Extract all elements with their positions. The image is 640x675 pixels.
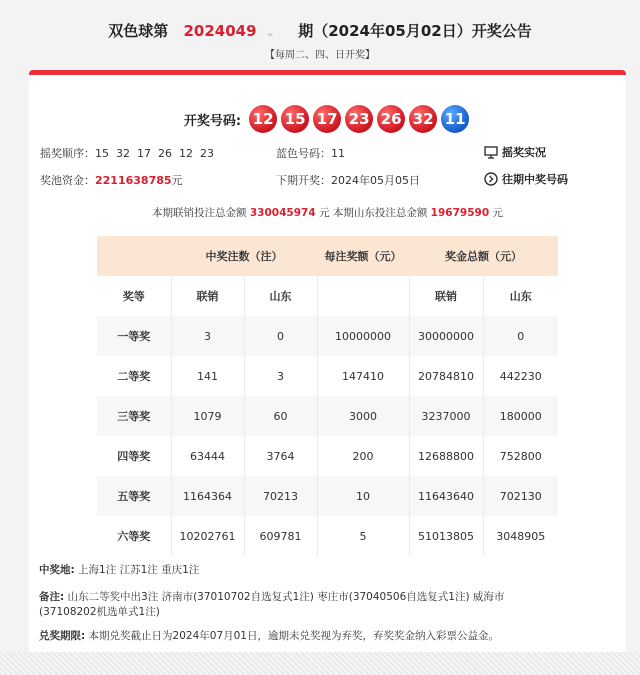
table-subheader-row <box>97 276 558 316</box>
jackpot-label: 奖池资金： <box>40 174 95 187</box>
national-winners: 10202761 <box>171 516 244 556</box>
national-total: 11643640 <box>409 476 483 516</box>
title-suffix: 期（2024年05月02日）开奖公告 <box>298 22 532 40</box>
prize-table <box>97 236 558 556</box>
blue-number <box>276 145 345 161</box>
shandong-winners: 60 <box>244 396 317 436</box>
national-sales-value: 330045974 <box>249 207 316 219</box>
header-shandong: 山东 <box>244 276 317 316</box>
next-draw-value: 2024年05月05日 <box>331 174 420 187</box>
blue-number-value: 11 <box>331 147 345 160</box>
regions-value: 上海1注 江苏1注 重庆1注 <box>78 564 200 576</box>
shandong-total: 0 <box>483 316 558 356</box>
table-row <box>97 516 558 556</box>
prize-level: 一等奖 <box>97 316 171 356</box>
red-ball: 12 <box>249 105 277 133</box>
shandong-total: 180000 <box>483 396 558 436</box>
national-total: 20784810 <box>409 356 483 396</box>
table-header-cell <box>97 236 171 276</box>
table-row <box>97 356 558 396</box>
prize-level: 三等奖 <box>97 396 171 436</box>
jackpot-unit: 元 <box>171 174 183 187</box>
live-draw-link[interactable] <box>484 144 546 160</box>
live-draw-label: 摇奖实况 <box>502 146 546 159</box>
jackpot-pool <box>40 172 183 188</box>
table-row <box>97 396 558 436</box>
table-row <box>97 316 558 356</box>
prize-level: 四等奖 <box>97 436 171 476</box>
page-title <box>0 20 640 41</box>
next-draw <box>276 172 420 188</box>
draw-order-label: 摇奖顺序： <box>40 147 95 160</box>
per-prize: 5 <box>317 516 409 556</box>
sales-summary <box>29 205 626 220</box>
jackpot-value: 2211638785 <box>95 174 172 187</box>
red-ball: 32 <box>409 105 437 133</box>
header-national: 联销 <box>171 276 244 316</box>
page-header <box>0 0 640 70</box>
draw-order <box>40 145 214 161</box>
header-national-total: 联销 <box>409 276 483 316</box>
national-total: 51013805 <box>409 516 483 556</box>
blue-ball: 11 <box>441 105 469 133</box>
shandong-total: 3048905 <box>483 516 558 556</box>
blue-number-label: 蓝色号码： <box>276 147 331 160</box>
header-winners: 中奖注数（注） <box>171 236 317 276</box>
claim-deadline <box>39 629 599 644</box>
shandong-sales-value: 19679590 <box>430 207 490 219</box>
national-winners: 1164364 <box>171 476 244 516</box>
national-total: 3237000 <box>409 396 483 436</box>
prize-level: 二等奖 <box>97 356 171 396</box>
header-total: 奖金总额（元） <box>409 236 558 276</box>
winning-regions <box>39 563 599 578</box>
regions-label: 中奖地: <box>39 564 75 576</box>
per-prize: 200 <box>317 436 409 476</box>
table-header-row <box>97 236 558 276</box>
header-blank <box>317 276 409 316</box>
red-ball: 26 <box>377 105 405 133</box>
shandong-total: 702130 <box>483 476 558 516</box>
table-row <box>97 436 558 476</box>
draw-schedule: 【每周二、四、日开奖】 <box>265 50 375 61</box>
prize-level: 五等奖 <box>97 476 171 516</box>
shandong-winners: 3 <box>244 356 317 396</box>
national-winners: 1079 <box>171 396 244 436</box>
red-ball: 17 <box>313 105 341 133</box>
national-total: 30000000 <box>409 316 483 356</box>
arrow-circle-icon <box>484 172 498 186</box>
sales-text: 元 <box>492 207 503 219</box>
next-draw-label: 下期开奖： <box>276 174 331 187</box>
bottom-fade <box>0 652 640 675</box>
per-prize: 147410 <box>317 356 409 396</box>
table-row <box>97 476 558 516</box>
sales-text: 元 本期山东投注总金额 <box>318 207 428 219</box>
history-link[interactable] <box>484 171 568 187</box>
winning-numbers <box>29 105 626 133</box>
national-winners: 141 <box>171 356 244 396</box>
shandong-winners: 70213 <box>244 476 317 516</box>
shandong-winners: 3764 <box>244 436 317 476</box>
red-ball: 15 <box>281 105 309 133</box>
national-winners: 63444 <box>171 436 244 476</box>
remarks <box>39 590 559 620</box>
header-level: 奖等 <box>97 276 171 316</box>
prize-level: 六等奖 <box>97 516 171 556</box>
national-total: 12688800 <box>409 436 483 476</box>
per-prize: 10000000 <box>317 316 409 356</box>
shandong-total: 442230 <box>483 356 558 396</box>
remarks-label: 备注: <box>39 591 65 603</box>
header-shandong-total: 山东 <box>483 276 558 316</box>
sales-text: 本期联销投注总金额 <box>152 207 247 219</box>
remarks-value: 山东二等奖中出3注 济南市(37010702自选复式1注) 枣庄市(37040506自选复式1注) 威海市(37108202机选单式1注) <box>39 591 505 618</box>
chevron-down-icon[interactable]: ⌄ <box>265 26 276 39</box>
monitor-icon <box>484 146 498 159</box>
winning-numbers-label: 开奖号码: <box>183 113 242 129</box>
draw-order-value: 15 32 17 26 12 23 <box>95 147 214 160</box>
header-per-prize: 每注奖额（元） <box>317 236 409 276</box>
per-prize: 3000 <box>317 396 409 436</box>
deadline-label: 兑奖期限: <box>39 630 86 642</box>
national-winners: 3 <box>171 316 244 356</box>
history-label: 往期中奖号码 <box>502 173 568 186</box>
deadline-value: 本期兑奖截止日为2024年07月01日，逾期未兑奖视为弃奖，弃奖奖金纳入彩票公益金。 <box>88 630 499 642</box>
shandong-winners: 0 <box>244 316 317 356</box>
per-prize: 10 <box>317 476 409 516</box>
issue-selector[interactable]: 2024049 <box>183 22 257 40</box>
shandong-winners: 609781 <box>244 516 317 556</box>
red-ball: 23 <box>345 105 373 133</box>
shandong-total: 752800 <box>483 436 558 476</box>
title-prefix: 双色球第 <box>108 22 169 40</box>
